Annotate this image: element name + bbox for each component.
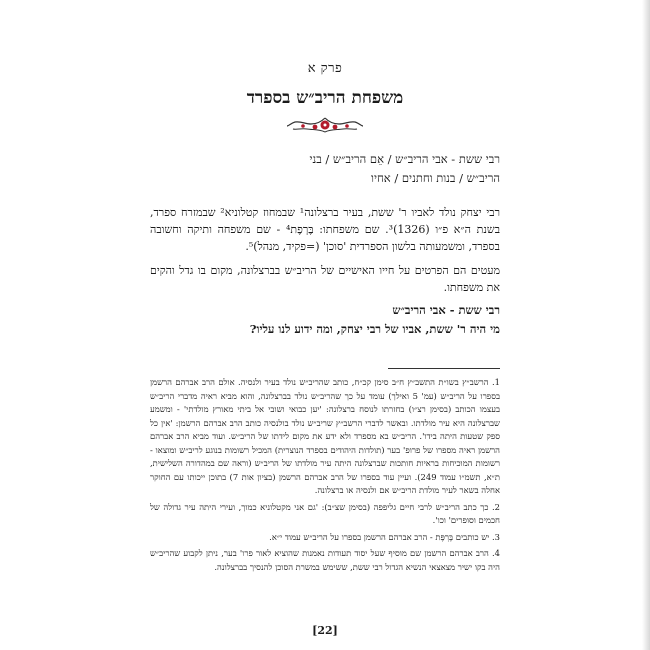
- footnote: 4. הרב אברהם הרשמן שם מוסיף שעל יסוד תעודות נאמנות שהוציא לאור פרו' בער, ניתן לקבוע שהריב״ש היה בקו ישיר מצאצאי הנשיא הגדול רבי ששת, ששימש במשרת הסוכן להנסיך בברצלונה.: [150, 548, 500, 572]
- footnote: 3. יש כותבים בֶּרְפֶּת - הרב אברהם הרשמן בספרו על הריב״ש עמוד י״א.: [269, 531, 500, 542]
- footnote: 2. כך כתב הריב״ש לרבי חיים גליפפה (בסימן שצ״ב): 'גם אני מקטלוניא כמוך, ועירי היתה עיר גדולה של חכמים וסופרים' וכו'.: [150, 501, 500, 525]
- chapter-label: פרק א: [307, 61, 343, 76]
- footnote: 1. הרשב״ץ בשו״ת התשב״ץ ח״ב סימן קכ״ח, כותב שהריב״ש נולד בעיר ולנסיה. אולם הרב אברהם הרשמן בספרו על הריב״ש (עמ' 5 ואילך) עומד על כך שהריב״ש נולד בברצלונה, והוא מביא ראיה מדברי הריב״ש בעצמו הכותב (בסימן רצ״ו) בחזרתו לנוסח ברצלונה: 'יען כבואי ושובי אל ביתי מאורץ מולדתי' - ומשמע שברצלונה היא עיר מולדתו. ובאשר לדברי הרשב״ץ שריב״ש נולד בולנסיה כותב הרב אברהם הרשמן: 'אין כל ספק שטעות היתה בידו'. הריב״ש בא מספרד ולא ידע את מקום לידתו של הריב״ש. ועוד מביא הרב אברהם הרשמן ראיה מספרו של פרופ' בער (תולדות היהודים בספרד הנוצרית) המכיל רשומות בנוגע לריב״ש ומוצאו - רשומות המוכיחות בראיות חותכות שברצלונה היתה עיר מולדתו של הריב״ש (וראה שם במהדורה השלישית, ת״א, תשמ״ו עמוד 249). ועיין עוד בספרו של הרב אברהם הרשמן (בציון אות 7) בתוכן ייכותו עם החוקר אחלה בשאר לעיר מולדת הריב״ש אם ולנסיה או ברצלונה.: [150, 377, 500, 495]
- page-number: [22]: [312, 624, 338, 637]
- section-question: מי היה ר' ששת, אביו של רבי יצחק, ומה ידוע לנו עליו?: [249, 322, 500, 336]
- body-paragraph: רבי יצחק נולד לאביו ר' ששת, בעיר ברצלונה¹ שבמחוז קטלוניא² שבמזרח ספרד, בשנת ה״א פ״ו (1326)³. שם משפחתו: בֶּרְפֶת⁴ - שם משפחה ותיקה וחשובה בספרד, ומשמעותה בלשון הספרדית 'סוכן' (=פקיד, מנהל)⁵.: [150, 206, 500, 253]
- chapter-topics: [170, 150, 500, 188]
- topics-line: רבי ששת - אבי הריב״ש / אֵם הריב״ש / בני: [309, 152, 500, 166]
- decorative-ornament-icon: [283, 114, 367, 136]
- topics-line: הריב״ש / בנות וחתנים / אחיו: [371, 171, 500, 185]
- footnotes: [150, 376, 500, 577]
- chapter-title: משפחת הריב״ש בספרד: [246, 88, 404, 108]
- section-heading: רבי ששת - אבי הריב״ש: [392, 303, 500, 317]
- footnote-divider: [388, 368, 500, 369]
- body-paragraph: מעטים הם הפרטים על חייו האישיים של הריב״ש בברצלונה, מקום בו גדל והקים את משפחתו.: [150, 264, 500, 294]
